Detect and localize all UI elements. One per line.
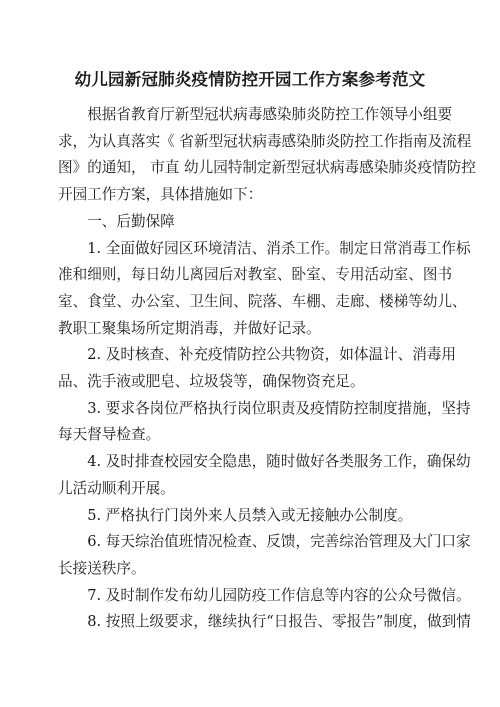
item-text: 全面做好园区环境清洁、消杀工作。制定日常消毒工作标准和细则，每日幼儿离园后对教室、卧室、专用活动室、图书室、食堂、办公室、卫生间、院落、车棚、走廊、楼梯等幼儿、教职工聚集场所定期消毒，并做好记录。: [58, 239, 471, 337]
list-item: [58, 609, 478, 636]
item-text: 及时排查校园安全隐患，随时做好各类服务工作，确保幼儿活动顺利开展。: [58, 453, 471, 497]
list-item: [58, 342, 478, 395]
intro-paragraph: 根据省教育厅新型冠状病毒感染肺炎防控工作领导小组要求，为认真落实《 省新型冠状病毒感染肺炎防控工作指南及流程图》的通知， 市直 幼儿园特制定新型冠状病毒感染肺炎疫情防控开园工作方案，具体措施如下：: [58, 106, 476, 204]
item-text: 每天综治值班情况检查、反馈，完善综治管理及大门口家长接送秩序。: [58, 533, 471, 577]
item-number: 4.: [87, 453, 102, 471]
list-item: [58, 583, 478, 610]
item-number: 8.: [87, 613, 102, 631]
list-item: [58, 449, 478, 502]
item-text: 及时制作发布幼儿园防疫工作信息等内容的公众号微信。: [101, 586, 471, 604]
item-text: 及时核查、补充疫情防控公共物资，如体温计、消毒用品、洗手液或肥皂、垃圾袋等，确保物资充足。: [58, 346, 457, 391]
list-item: [58, 396, 478, 449]
item-number: 5.: [87, 506, 102, 524]
item-number: 7.: [87, 586, 102, 604]
list-item: [58, 236, 478, 343]
item-text: 要求各岗位严格执行岗位职责及疫情防控制度措施，坚持每天督导检查。: [58, 399, 471, 444]
list-item: [58, 529, 478, 582]
list-item: [58, 503, 478, 530]
document-title: 幼儿园新冠肺炎疫情防控开园工作方案参考范文: [74, 70, 426, 89]
item-number: 3.: [87, 399, 102, 417]
item-number: 1.: [87, 239, 102, 257]
document-body: [58, 102, 478, 636]
item-number: 2.: [87, 346, 102, 364]
item-number: 6.: [87, 533, 102, 551]
item-text: 严格执行门岗外来人员禁入或无接触办公制度。: [101, 506, 413, 524]
item-text: 按照上级要求，继续执行“日报告、零报告”制度，做到情: [101, 613, 471, 631]
section-heading: 一、后勤保障: [87, 212, 175, 230]
